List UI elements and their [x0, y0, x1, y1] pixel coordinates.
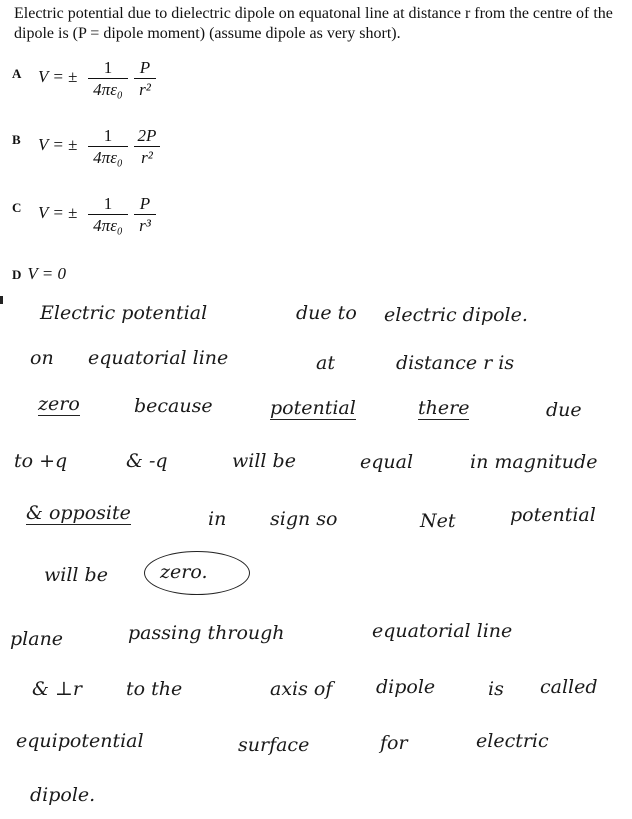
hw-l2-c: at — [316, 352, 335, 374]
option-b-f2-den: r² — [141, 148, 153, 167]
option-a-f1-den: 4πε₀ — [93, 80, 123, 99]
option-d — [12, 264, 66, 284]
hw-l3-d: there — [418, 397, 470, 419]
hw-l9-c: for — [380, 732, 408, 754]
option-c-fraction-1 — [88, 194, 128, 235]
hw-l5-a: & opposite — [26, 502, 131, 524]
hw-l9-d: electric — [476, 730, 549, 752]
option-b-fraction-2 — [134, 126, 160, 167]
hw-l8-e: is — [488, 678, 504, 700]
hw-l8-a: & ⊥r — [32, 678, 82, 700]
option-b-f2-num: 2P — [137, 126, 157, 145]
option-c-f2-den: r³ — [139, 216, 151, 235]
hw-l8-c: axis of — [270, 678, 333, 700]
hw-l7-c: equatorial line — [372, 620, 513, 642]
hw-l2-a: on — [30, 347, 54, 369]
option-b-fraction-1 — [88, 126, 128, 167]
margin-mark — [0, 296, 3, 304]
option-c-fraction-2 — [134, 194, 156, 235]
option-a-lhs: V = ± — [38, 67, 78, 86]
hw-l1-a: Electric potential — [40, 302, 208, 324]
option-d-label: D — [12, 267, 22, 282]
option-a-f2-num: P — [139, 58, 151, 77]
hw-l7-a: plane — [10, 628, 64, 650]
option-a-f2-den: r² — [139, 80, 151, 99]
hw-l3-c: potential — [270, 397, 356, 419]
option-c-label: C — [12, 200, 22, 215]
hw-l2-d: distance r is — [396, 352, 515, 374]
option-a-f1-num: 1 — [103, 58, 113, 77]
option-a-fraction-2 — [134, 58, 156, 99]
option-b-label: B — [12, 132, 21, 147]
hw-l3-b: because — [134, 395, 213, 417]
hw-l4-a: to +q — [14, 450, 68, 472]
hw-l5-e: potential — [510, 504, 596, 526]
option-a-fraction-1 — [88, 58, 128, 99]
hw-l4-e: in magnitude — [470, 451, 598, 473]
option-c-f1-den: 4πε₀ — [93, 216, 123, 235]
hw-l8-b: to the — [126, 678, 183, 700]
hw-l3-e: due — [546, 399, 582, 421]
option-c-f2-num: P — [139, 194, 151, 213]
hw-l4-d: equal — [360, 451, 414, 473]
hw-l9-b: surface — [238, 734, 310, 756]
option-b-f1-den: 4πε₀ — [93, 148, 123, 167]
hw-l8-f: called — [540, 676, 598, 698]
hw-l7-b: passing through — [128, 622, 285, 644]
option-c-lhs: V = ± — [38, 203, 78, 222]
hw-l1-c: electric dipole. — [384, 304, 528, 326]
option-c-f1-num: 1 — [103, 194, 113, 213]
hw-l5-b: in — [208, 508, 227, 530]
hw-l5-c: sign so — [270, 508, 338, 530]
option-a-label: A — [12, 66, 22, 81]
hw-l5-d: Net — [420, 510, 456, 532]
hw-l6-a: will be — [44, 564, 108, 586]
hw-l4-b: & -q — [126, 450, 168, 472]
hw-l4-c: will be — [232, 450, 296, 472]
hw-l10-a: dipole. — [30, 784, 96, 806]
option-b-lhs: V = ± — [38, 135, 78, 154]
hw-l9-a: equipotential — [16, 730, 144, 752]
option-b-f1-num: 1 — [103, 126, 113, 145]
hw-l6-zero: zero. — [160, 561, 208, 583]
hw-l3-zero: zero — [38, 393, 80, 415]
hw-l1-b: due to — [296, 302, 357, 324]
hw-l8-d: dipole — [376, 676, 436, 698]
question-text: Electric potential due to dielectric dipole on equatonal line at distance r from the centre of the dipole is (P = dipole moment) (assume dipole as very short). — [14, 5, 613, 42]
option-d-text: V = 0 — [27, 264, 66, 283]
hw-l2-b: equatorial line — [88, 347, 229, 369]
